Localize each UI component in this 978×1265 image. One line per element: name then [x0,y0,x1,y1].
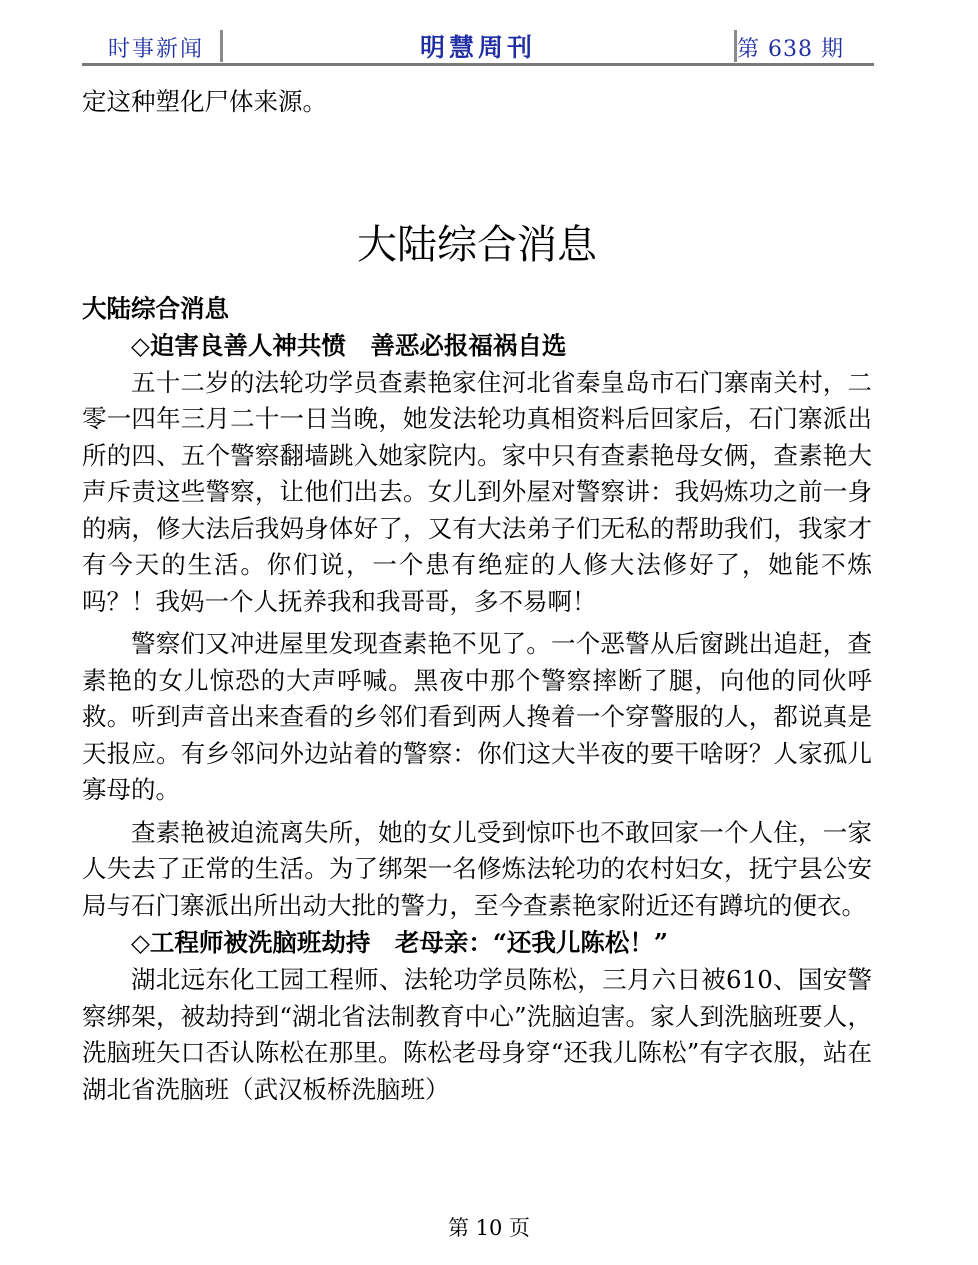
header-section: 时事新闻 [108,37,205,62]
article-title: ◇迫害良善人神共愤 善恶必报福祸自选 [131,330,567,360]
page-number: 第 10 页 [447,1216,531,1240]
header-rule [82,63,874,66]
article-paragraph: 湖北远东化工园工程师、法轮功学员陈松，三月六日被610、国安警察绑架，被劫持到“湖北省法制教育中心”洗脑迫害。家人到洗脑班要人，洗脑班矢口否认陈松在那里。陈松老母身穿“还我儿陈松”有字衣服，站在湖北省洗脑班（武汉板桥洗脑班） [82,965,872,1104]
page-content [82,84,872,1108]
section-title: 大陆综合消息 [82,293,229,323]
continuation-text: 定这种塑化尸体来源。 [82,87,327,116]
header-publication-title: 明慧周刊 [419,33,536,62]
article-paragraph: 警察们又冲进屋里发现查素艳不见了。一个恶警从后窗跳出追赶，查素艳的女儿惊恐的大声呼喊。黑夜中那个警察摔断了腿，向他的同伙呼救。听到声音出来查看的乡邻们看到两人搀着一个穿警服的人，都说真是天报应。有乡邻问外边站着的警察：你们这大半夜的要干啥呀？人家孤儿寡母的。 [82,629,872,804]
main-title: 大陆综合消息 [357,221,597,268]
header-issue-number: 第 638 期 [737,37,844,62]
article-title: ◇工程师被洗脑班劫持 老母亲：“还我儿陈松！” [131,928,669,957]
page-header [82,26,874,66]
article-paragraph: 查素艳被迫流离失所，她的女儿受到惊吓也不敢回家一个人住，一家人失去了正常的生活。为了绑架一名修炼法轮功的农村妇女，抚宁县公安局与石门寨派出所出动大批的警力，至今查素艳家附近还有蹲坑的便衣。 [82,817,872,920]
article-paragraph: 五十二岁的法轮功学员查素艳家住河北省秦皇岛市石门寨南关村，二零一四年三月二十一日当晚，她发法轮功真相资料后回家后，石门寨派出所的四、五个警察翻墙跳入她家院内。家中只有查素艳母女俩，查素艳大声斥责这些警察，让他们出去。女儿到外屋对警察讲：我妈炼功之前一身的病，修大法后我妈身体好了，又有大法弟子们无私的帮助我们，我家才有今天的生活。你们说，一个患有绝症的人修大法修好了，她能不炼吗？！我妈一个人抚养我和我哥哥，多不易啊！ [82,367,872,616]
